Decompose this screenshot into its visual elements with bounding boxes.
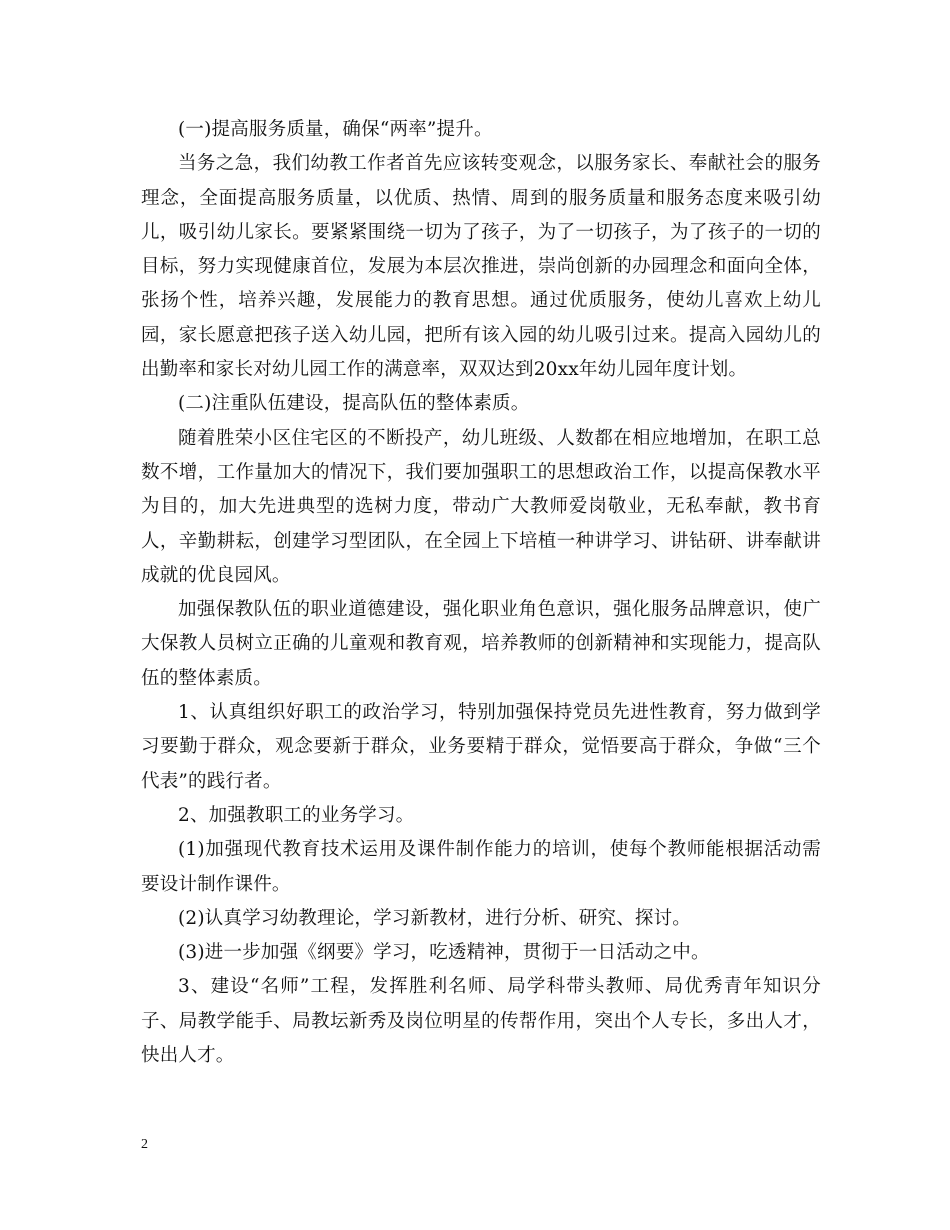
sub-list-item: (3)进一步加强《纲要》学习，吃透精神，贯彻于一日活动之中。	[178, 942, 710, 964]
list-item: 3、建设“名师”工程，发挥胜利名师、局学科带头教师、局优秀青年知识分子、局教学能手、局教坛新秀及岗位明星的传帮作用，突出个人专长，多出人才，快出人才。	[141, 976, 821, 1067]
page-number: 2	[141, 1137, 148, 1152]
body-paragraph: 当务之急，我们幼教工作者首先应该转变观念，以服务家长、奉献社会的服务理念，全面提高服务质量，以优质、热情、周到的服务质量和服务态度来吸引幼儿，吸引幼儿家长。要紧紧围绕一切为了孩子，为了一切孩子，为了孩子的一切的目标，努力实现健康首位，发展为本层次推进，崇尚创新的办园理念和面向全体，张扬个性，培养兴趣，发展能力的教育思想。通过优质服务，使幼儿喜欢上幼儿园，家长愿意把孩子送入幼儿园，把所有该入园的幼儿吸引过来。提高入园幼儿的出勤率和家长对幼儿园工作的满意率，双双达到20xx年幼儿园年度计划。	[141, 153, 821, 381]
section-heading-1: (一)提高服务质量，确保“两率”提升。	[178, 119, 493, 140]
sub-list-item: (1)加强现代教育技术运用及课件制作能力的培训，使每个教师能根据活动需要设计制作课件。	[141, 839, 821, 895]
section-heading-2: (二)注重队伍建设，提高队伍的整体素质。	[178, 393, 530, 415]
list-item: 1、认真组织好职工的政治学习，特别加强保持党员先进性教育，努力做到学习要勤于群众，观念要新于群众，业务要精于群众，觉悟要高于群众，争做“三个代表”的践行者。	[141, 702, 821, 792]
body-paragraph: 随着胜荣小区住宅区的不断投产，幼儿班级、人数都在相应地增加，在职工总数不增，工作量加大的情况下，我们要加强职工的思想政治工作，以提高保教水平为目的，加大先进典型的选树力度，带动广大教师爱岗敬业，无私奉献，教书育人，辛勤耕耘，创建学习型团队，在全园上下培植一种讲学习、讲钻研、讲奉献讲成就的优良园风。	[141, 427, 821, 586]
sub-list-item: (2)认真学习幼教理论，学习新教材，进行分析、研究、探讨。	[178, 907, 692, 929]
document-body	[141, 113, 821, 1073]
body-paragraph: 加强保教队伍的职业道德建设，强化职业角色意识，强化服务品牌意识，使广大保教人员树立正确的儿童观和教育观，培养教师的创新精神和实现能力，提高队伍的整体素质。	[141, 599, 821, 689]
list-item: 2、加强教职工的业务学习。	[178, 804, 415, 826]
